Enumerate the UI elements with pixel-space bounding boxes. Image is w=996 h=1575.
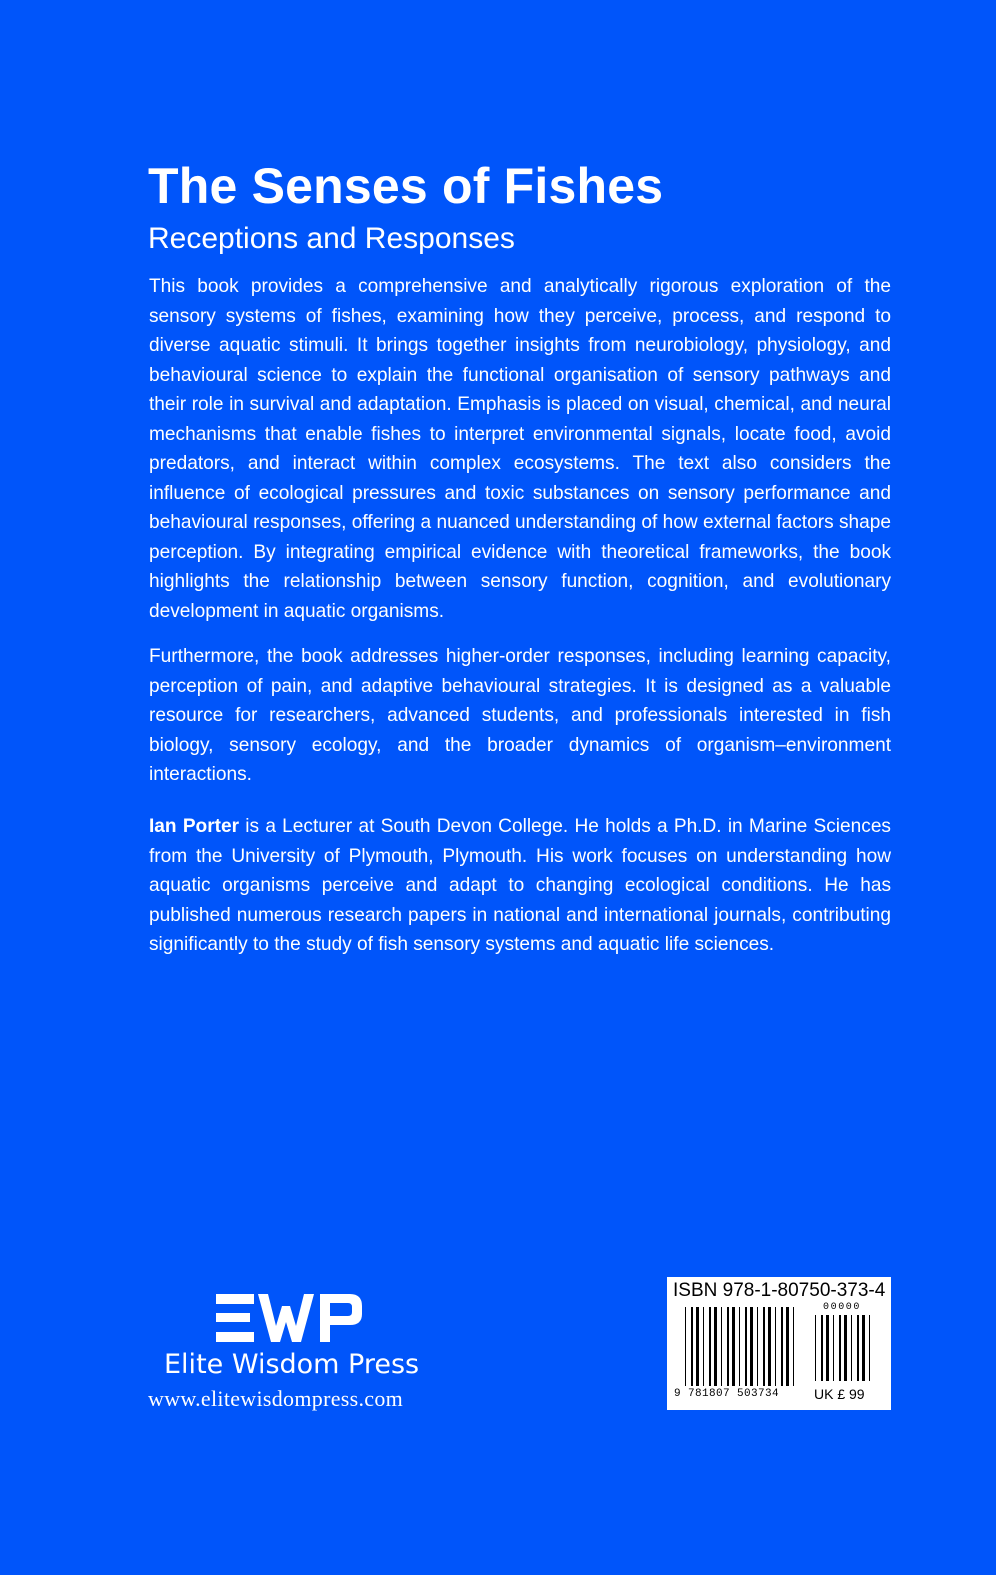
- barcode-bar: [768, 1307, 771, 1386]
- publisher-url: www.elitewisdompress.com: [148, 1386, 404, 1411]
- addon-digits: 00000: [823, 1302, 862, 1313]
- barcode-bar: [732, 1307, 735, 1386]
- barcode-bar: [833, 1315, 834, 1381]
- barcode-bar: [793, 1307, 794, 1386]
- publisher-logo: [216, 1292, 366, 1344]
- barcode-bar: [703, 1307, 704, 1386]
- author-bio-text: is a Lecturer at South Devon College. He holds a Ph.D. in Marine Sciences from the University of Plymouth, Plymouth. His work focuses on understanding how aquatic organisms perceive and adapt to changing ecological conditions. He has published numerous research papers in national and international journals, contributing significantly to the study of fish sensory systems and aquatic life sciences.: [149, 816, 891, 955]
- barcode-bar: [839, 1315, 841, 1381]
- barcode-bar: [709, 1307, 711, 1386]
- book-title: The Senses of Fishes: [148, 158, 664, 214]
- barcode-bar: [745, 1307, 747, 1386]
- barcode-bar: [763, 1307, 765, 1386]
- isbn-barcode: [667, 1277, 891, 1410]
- barcode-bar: [869, 1315, 870, 1381]
- barcode-bar: [851, 1315, 852, 1381]
- description-paragraph-2: Furthermore, the book addresses higher-order responses, including learning capacity, perception of pain, and adaptive behavioural strategies. It is designed as a valuable resource for researchers, advanced students, and professionals interested in fish biology, sensory ecology, and the broader dynamics of organism–environment interactions.: [149, 646, 891, 785]
- barcode-bar: [786, 1307, 789, 1386]
- barcode-bar: [714, 1307, 717, 1386]
- barcode-bar: [775, 1307, 776, 1386]
- barcode-bar: [727, 1307, 729, 1386]
- author-name: Ian Porter: [149, 816, 240, 837]
- isbn-label: ISBN 978-1-80750-373-4: [673, 1280, 886, 1301]
- barcode-bar: [696, 1307, 699, 1386]
- barcode-bar: [815, 1315, 816, 1381]
- barcode-bar: [862, 1315, 865, 1381]
- barcode-bar: [757, 1307, 758, 1386]
- barcode-bar: [844, 1315, 847, 1381]
- description-paragraph-1: This book provides a comprehensive and analytically rigorous exploration of the sensory systems of fishes, examining how they perceive, process, and respond to diverse aquatic stimuli. It brings together insights from neurobiology, physiology, and behavioural science to explain the functional organisation of sensory pathways and their role in survival and adaptation. Emphasis is placed on visual, chemical, and neural mechanisms that enable fishes to interpret environmental signals, locate food, avoid predators, and interact within complex ecosystems. The text also considers the influence of ecological pressures and toxic substances on sensory performance and behavioural responses, offering a nuanced understanding of how external factors shape perception. By integrating empirical evidence with theoretical frameworks, the book highlights the relationship between sensory function, cognition, and evolutionary development in aquatic organisms.: [149, 276, 891, 622]
- barcode-bar: [721, 1307, 722, 1386]
- barcode-bar: [821, 1315, 823, 1381]
- ean-digits: 9 781807 503734: [674, 1388, 780, 1400]
- barcode-bar: [826, 1315, 829, 1381]
- book-subtitle: Receptions and Responses: [148, 222, 515, 255]
- publisher-block: [148, 1292, 438, 1422]
- barcode-bar: [739, 1307, 740, 1386]
- publisher-name: Elite Wisdom Press: [164, 1349, 420, 1380]
- barcode-bar: [750, 1307, 753, 1386]
- barcode-bar: [857, 1315, 859, 1381]
- barcode-bar: [781, 1307, 783, 1386]
- price-label: UK £ 99: [814, 1386, 865, 1402]
- barcode-bar: [691, 1307, 693, 1386]
- barcode-bar: [685, 1307, 686, 1386]
- author-bio: [149, 812, 891, 960]
